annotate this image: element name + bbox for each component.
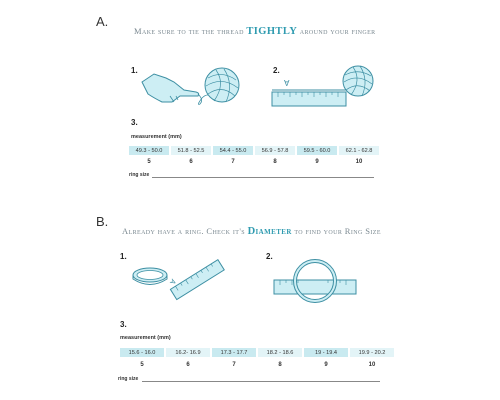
section-b-ranges	[120, 348, 396, 357]
size-label: 7	[232, 362, 236, 368]
range-cell: 18.2 - 18.6	[258, 348, 302, 357]
size-label: 5	[147, 159, 151, 165]
instruction-text-end: around your finger	[297, 26, 376, 36]
svg-text:∀: ∀	[168, 277, 179, 287]
range-cell: 15.6 - 16.0	[120, 348, 164, 357]
section-a-instruction	[134, 26, 376, 37]
ruler-icon	[268, 76, 348, 108]
section-a-measurement-label: measurement (mm)	[131, 134, 182, 140]
section-a-letter: A.	[96, 14, 109, 29]
size-label: 10	[355, 159, 363, 165]
size-label: 6	[189, 159, 193, 165]
range-cell: 56.9 - 57.8	[255, 146, 295, 155]
section-b-step-1: 1.	[120, 252, 127, 261]
size-label: 5	[140, 362, 144, 368]
section-b-instruction	[122, 226, 381, 237]
instruction-text-start: Already have a ring. Check it's	[122, 226, 248, 236]
range-cell: 54.4 - 55.0	[213, 146, 253, 155]
section-a-sizes	[129, 159, 381, 165]
section-b-letter: B.	[96, 214, 109, 229]
instruction-text-end: to find your Ring Size	[291, 226, 381, 236]
range-cell: 19 - 19.4	[304, 348, 348, 357]
svg-text:∀: ∀	[284, 79, 290, 88]
section-b-measurement-label: measurement (mm)	[120, 335, 171, 341]
size-label: 8	[273, 159, 277, 165]
range-cell: 17.3 - 17.7	[212, 348, 256, 357]
range-cell: 62.1 - 62.8	[339, 146, 379, 155]
section-a-step-2: 2.	[273, 66, 280, 75]
range-cell: 59.5 - 60.0	[297, 146, 337, 155]
section-b-sizes	[120, 362, 396, 368]
instruction-text-start: Make sure to tie the thread	[134, 26, 247, 36]
ring-icon	[292, 258, 338, 304]
range-cell: 49.3 - 50.0	[129, 146, 169, 155]
instruction-emphasis: TIGHTLY	[246, 26, 298, 37]
size-label: 9	[315, 159, 319, 165]
yarn-ball-icon	[202, 66, 242, 104]
size-label: 10	[368, 362, 376, 368]
ruler-icon	[166, 256, 228, 306]
size-label: 8	[278, 362, 282, 368]
size-label: 9	[324, 362, 328, 368]
ring-icon	[130, 262, 170, 290]
section-a-step-3: 3.	[131, 118, 138, 127]
size-label: 7	[231, 159, 235, 165]
section-a-ranges	[129, 146, 381, 155]
range-cell: 16.2- 16.9	[166, 348, 210, 357]
section-b-ring-size-label: ring size	[118, 376, 139, 382]
section-b-ring-size-line	[142, 381, 380, 382]
section-a-step-1: 1.	[131, 66, 138, 75]
range-cell: 51.8 - 52.5	[171, 146, 211, 155]
range-cell: 19.9 - 20.2	[350, 348, 394, 357]
section-b-step-3: 3.	[120, 320, 127, 329]
instruction-emphasis: Diameter	[247, 226, 292, 237]
section-a-ring-size-label: ring size	[129, 172, 150, 178]
yarn-ball-icon	[340, 64, 376, 98]
section-a-ring-size-line	[152, 177, 374, 178]
size-label: 6	[186, 362, 190, 368]
section-b-step-2: 2.	[266, 252, 273, 261]
